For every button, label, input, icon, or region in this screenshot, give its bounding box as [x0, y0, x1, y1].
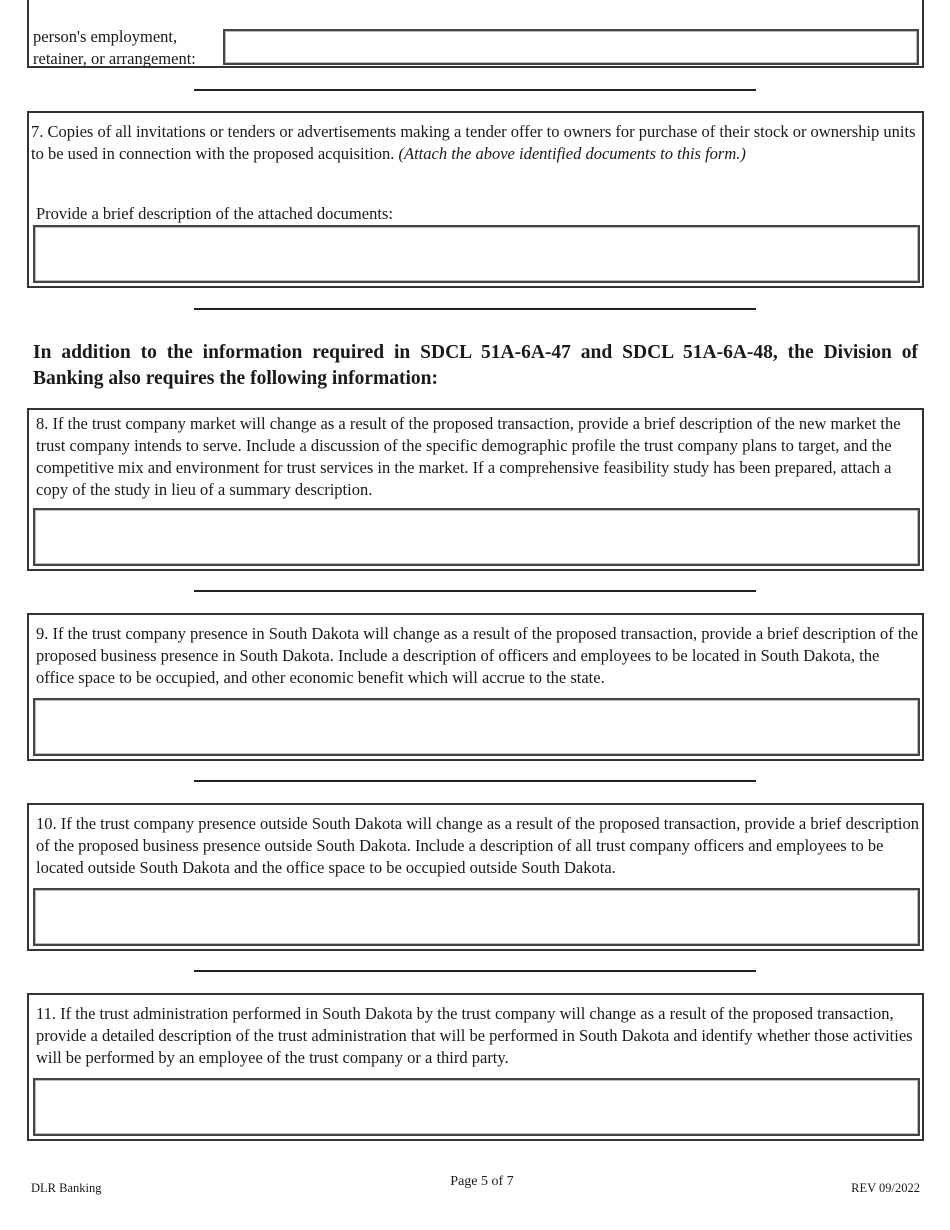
footer-left: DLR Banking [31, 1181, 102, 1195]
footer-revision: REV 09/2022 [851, 1181, 920, 1195]
question-10-box [27, 803, 924, 951]
question-9-answer-field[interactable] [33, 698, 920, 756]
divider-rule [194, 308, 756, 310]
top-fragment-label-line1: person's employment, [33, 27, 178, 46]
question-7-body: 7. Copies of all invitations or tenders or advertisements making a tender offer to owners for purchase of their stock or ownership units to be used in connection with the proposed acquisition. [31, 122, 916, 163]
question-7-sub-label: Provide a brief description of the attached documents: [36, 204, 393, 223]
question-11-answer-field[interactable] [33, 1078, 920, 1136]
top-fragment-input[interactable] [223, 29, 919, 65]
top-fragment-box [27, 0, 924, 68]
question-7-text [31, 121, 918, 165]
question-8-box [27, 408, 924, 571]
question-8-text: 8. If the trust company market will change as a result of the proposed transaction, provide a brief description of the new market the trust company intends to serve. Include a discussion of the specific demographic profile the trust company plans to target, and the competitive mix and environment for trust services in the market. If a comprehensive feasibility study has been prepared, attach a copy of the study in lieu of a summary description. [36, 414, 901, 499]
question-11-box [27, 993, 924, 1141]
divider-rule [194, 970, 756, 972]
question-7-answer-field[interactable] [33, 225, 920, 283]
question-11-text: 11. If the trust administration performed in South Dakota by the trust company will change as a result of the proposed transaction, provide a detailed description of the trust administration that will be performed in South Dakota and identify whether those activities will be performed by an employee of the trust company or a third party. [36, 1004, 913, 1067]
question-9-box [27, 613, 924, 761]
question-7-box [27, 111, 924, 288]
question-10-answer-field[interactable] [33, 888, 920, 946]
divider-rule [194, 590, 756, 592]
divider-rule [194, 780, 756, 782]
section-heading: In addition to the information required in SDCL 51A-6A-47 and SDCL 51A-6A-48, the Division of Banking also requires the following information: [33, 342, 918, 389]
question-8-answer-field[interactable] [33, 508, 920, 566]
top-fragment-label [33, 26, 223, 70]
divider-rule [194, 89, 756, 91]
question-9-text: 9. If the trust company presence in South Dakota will change as a result of the proposed transaction, provide a brief description of the proposed business presence in South Dakota. Include a description of officers and employees to be located in South Dakota, the office space to be occupied, and other economic benefit which will accrue to the state. [36, 624, 919, 687]
question-10-text: 10. If the trust company presence outside South Dakota will change as a result of the proposed transaction, provide a brief description of the proposed business presence outside South Dakota. Include a description of all trust company officers and employees to be located outside South Dakota and the office space to be occupied outside South Dakota. [36, 814, 919, 877]
top-fragment-label-line2: retainer, or arrangement: [33, 49, 196, 68]
question-7-note: (Attach the above identified documents to this form.) [398, 144, 746, 163]
footer-page-number: Page 5 of 7 [450, 1174, 514, 1189]
